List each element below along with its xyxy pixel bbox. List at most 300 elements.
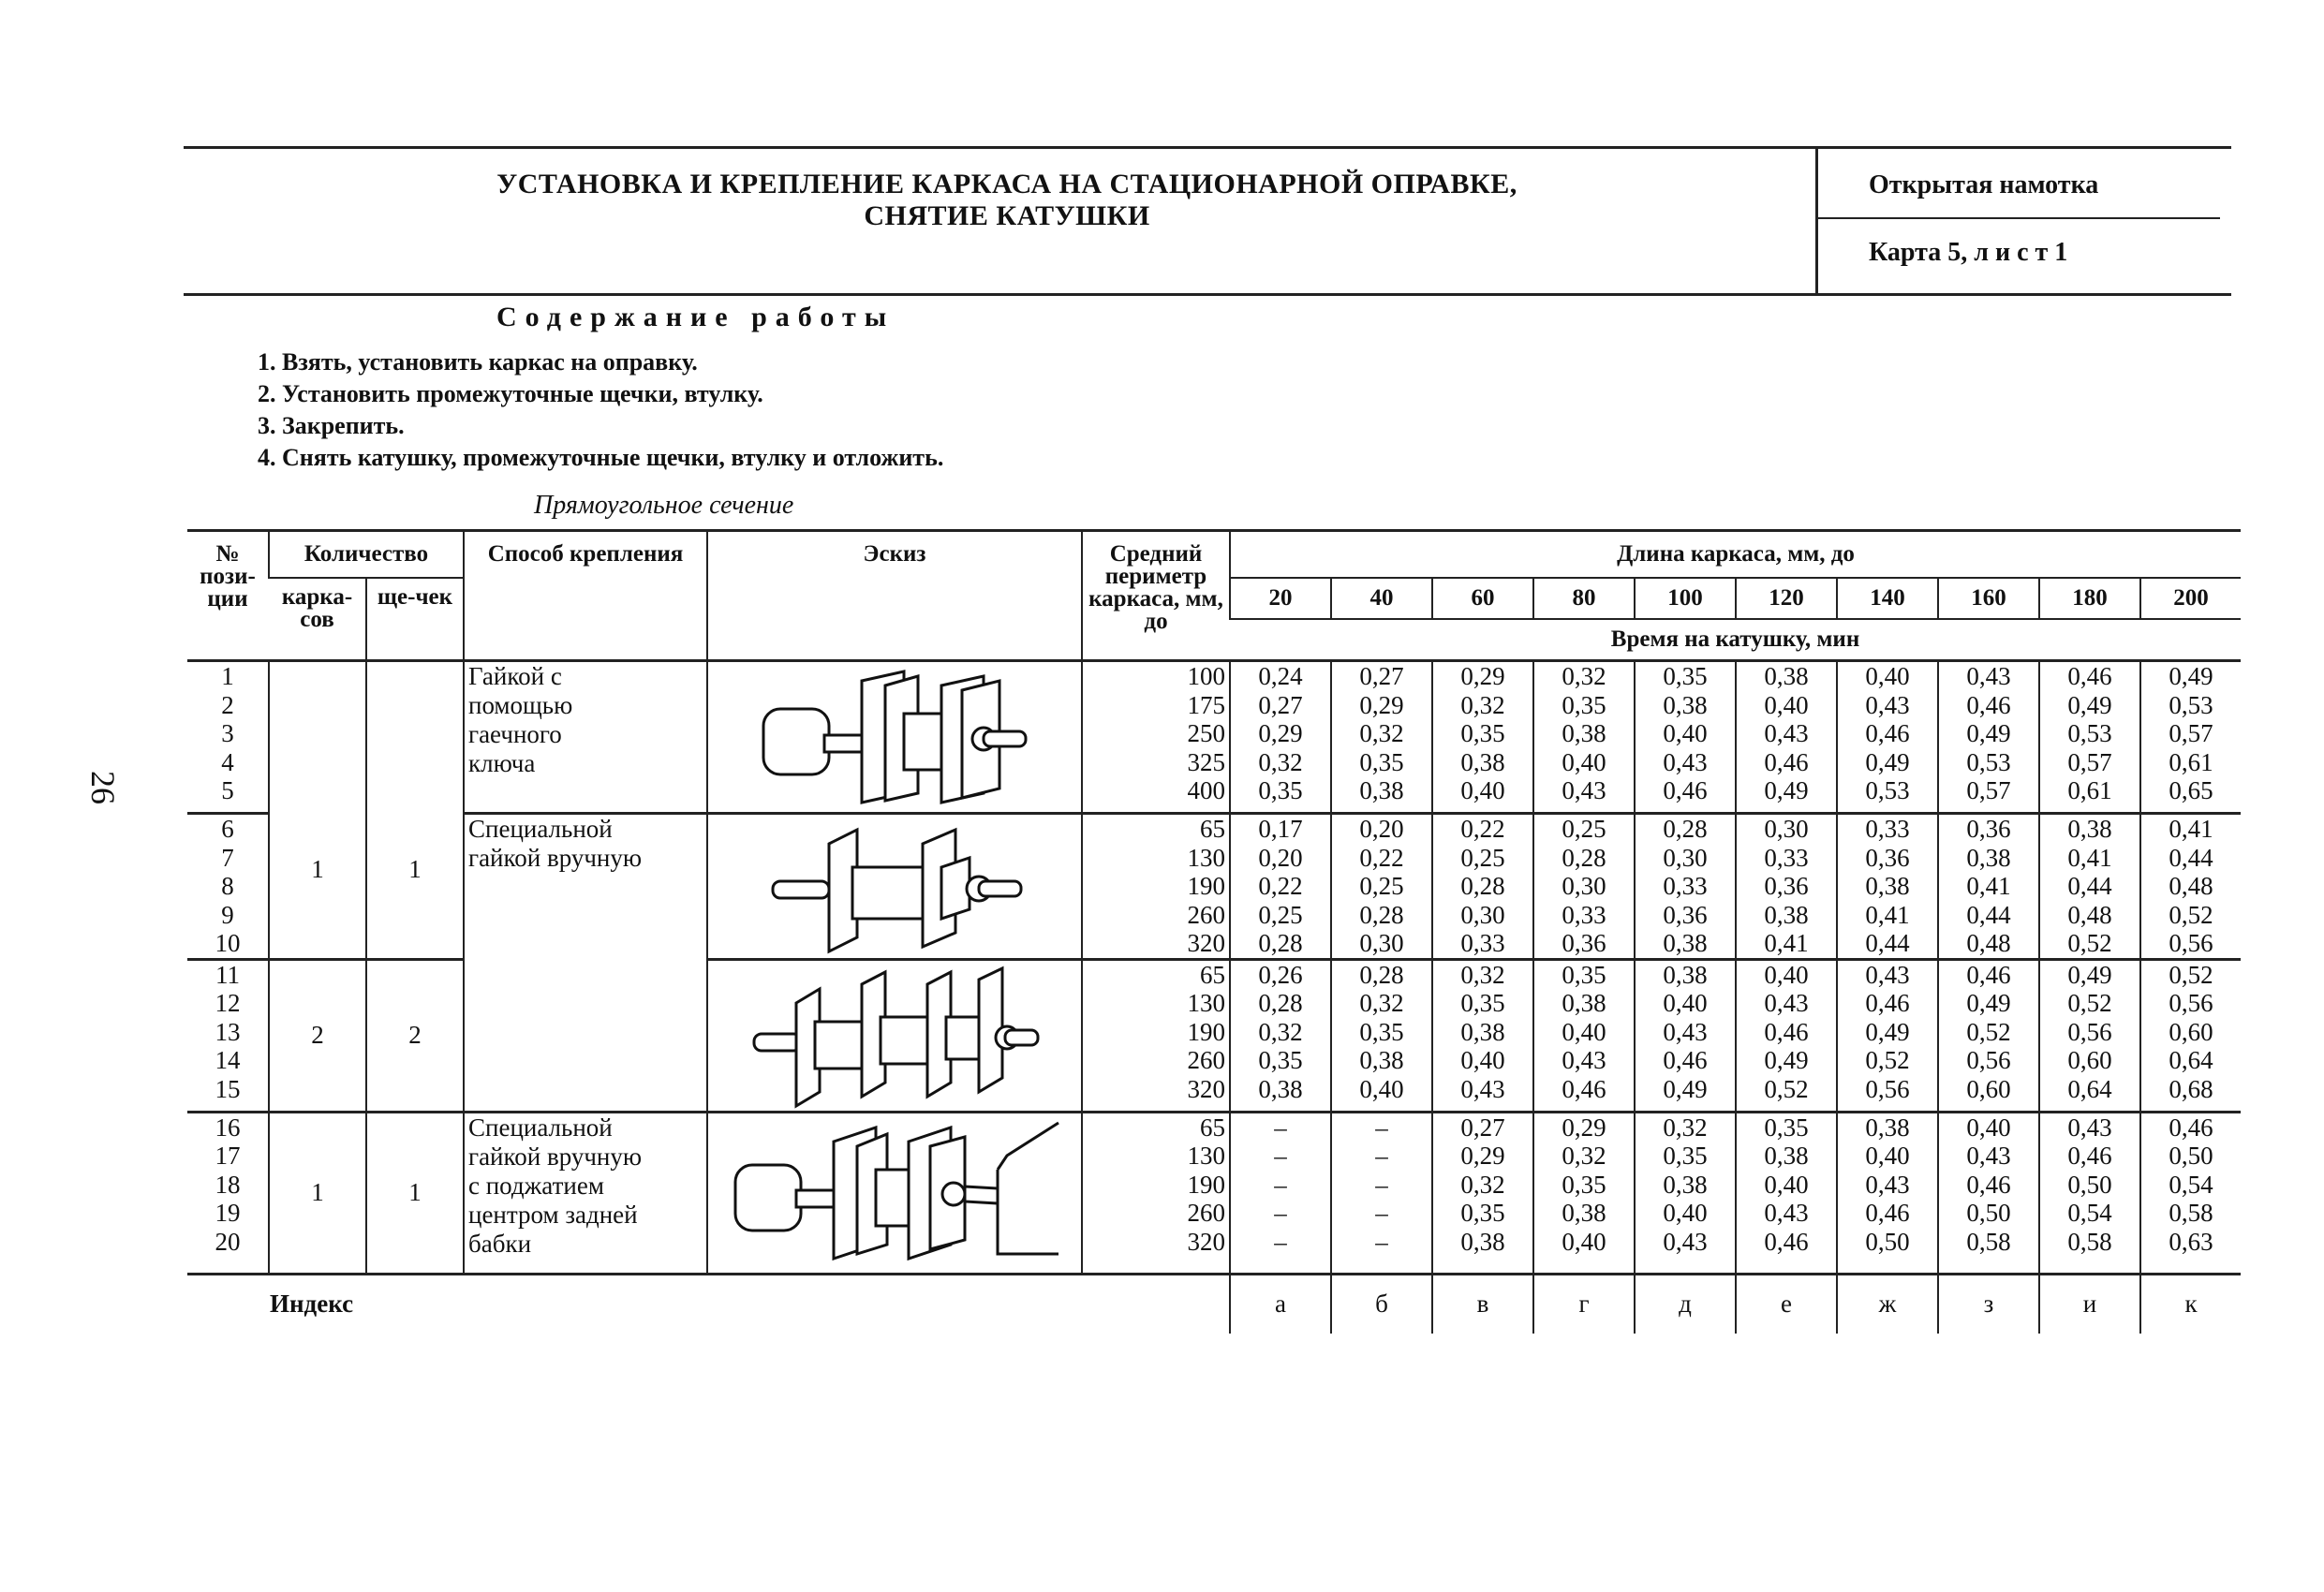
time-value: 0,36 <box>1865 843 1910 872</box>
perimeter-cell <box>1082 661 1230 814</box>
perimeter-value: 400 <box>1187 776 1225 804</box>
index-cell: а <box>1230 1274 1331 1334</box>
time-value: 0,32 <box>1359 989 1404 1017</box>
time-value: 0,49 <box>1764 1046 1809 1074</box>
time-value: 0,49 <box>1764 776 1809 804</box>
time-value: 0,43 <box>1966 1142 2011 1170</box>
time-cell <box>1837 661 1938 814</box>
time-value: 0,46 <box>1865 989 1910 1017</box>
time-value: 0,30 <box>1460 900 1505 929</box>
time-value: 0,56 <box>1865 1074 1910 1103</box>
perimeter-value: 190 <box>1187 1017 1225 1046</box>
time-value: 0,43 <box>1865 1170 1910 1199</box>
perimeter-value: 260 <box>1187 1199 1225 1227</box>
position-number: 10 <box>215 929 241 957</box>
time-value: 0,25 <box>1562 815 1606 843</box>
method-text: гаечного <box>468 720 562 748</box>
sketch-special-nut-drawing <box>754 816 1035 956</box>
method-text: центром задней <box>468 1200 638 1229</box>
perimeter-value: 65 <box>1200 960 1225 989</box>
length-col: 40 <box>1331 578 1432 619</box>
time-value: 0,43 <box>1562 1046 1606 1074</box>
time-value: 0,20 <box>1258 843 1303 872</box>
time-value: 0,46 <box>1764 1017 1809 1046</box>
perimeter-value: 320 <box>1187 929 1225 957</box>
time-value: 0,46 <box>1663 776 1708 804</box>
time-value: 0,41 <box>1865 900 1910 929</box>
header-method: Способ крепления <box>464 531 707 661</box>
length-col: 180 <box>2039 578 2140 619</box>
time-value: 0,28 <box>1258 989 1303 1017</box>
time-value: 0,29 <box>1460 1142 1505 1170</box>
time-cell <box>1432 959 1533 1112</box>
time-value: 0,54 <box>2067 1199 2112 1227</box>
time-value: 0,41 <box>1966 872 2011 900</box>
time-value: 0,56 <box>2169 929 2213 957</box>
time-value: 0,35 <box>1359 747 1404 776</box>
time-value: 0,43 <box>1663 747 1708 776</box>
time-value: 0,46 <box>2169 1113 2213 1142</box>
time-value: 0,35 <box>1460 1199 1505 1227</box>
header-pos: № пози-ции <box>187 531 269 661</box>
time-cell <box>1635 1112 1736 1274</box>
time-value: 0,27 <box>1359 662 1404 690</box>
time-value: 0,43 <box>1764 719 1809 747</box>
perimeter-value: 190 <box>1187 1170 1225 1199</box>
step-3: 3. Закрепить. <box>258 412 405 439</box>
time-value: 0,33 <box>1460 929 1505 957</box>
time-value: 0,26 <box>1258 960 1303 989</box>
position-number: 1 <box>221 662 234 690</box>
position-number: 14 <box>215 1046 241 1074</box>
time-value: 0,22 <box>1460 815 1505 843</box>
perimeter-value: 320 <box>1187 1227 1225 1256</box>
perimeter-value: 260 <box>1187 900 1225 929</box>
time-value: 0,28 <box>1562 843 1606 872</box>
time-value: 0,35 <box>1562 1170 1606 1199</box>
time-value: 0,49 <box>2067 960 2112 989</box>
time-cell <box>2140 1112 2241 1274</box>
index-cell: в <box>1432 1274 1533 1334</box>
time-value: 0,61 <box>2067 776 2112 804</box>
time-cell <box>1331 661 1432 814</box>
time-cell <box>2140 814 2241 960</box>
time-value: 0,52 <box>1966 1017 2011 1046</box>
step-1: 1. Взять, установить каркас на оправку. <box>258 348 698 376</box>
time-value: 0,30 <box>1562 872 1606 900</box>
header-box-rule <box>1817 217 2220 219</box>
index-cell: ж <box>1837 1274 1938 1334</box>
time-value: 0,46 <box>1966 1170 2011 1199</box>
time-value: 0,53 <box>2169 690 2213 719</box>
perimeter-value: 175 <box>1187 690 1225 719</box>
position-number: 12 <box>215 989 241 1017</box>
step-2: 2. Установить промежуточные щечки, втулку. <box>258 380 763 407</box>
position-number: 19 <box>215 1199 241 1227</box>
length-col: 20 <box>1230 578 1331 619</box>
time-value: 0,68 <box>2169 1074 2213 1103</box>
time-value: 0,38 <box>1562 719 1606 747</box>
time-cell <box>1230 959 1331 1112</box>
time-value: 0,40 <box>1460 1046 1505 1074</box>
time-value: 0,38 <box>2067 815 2112 843</box>
time-value: 0,38 <box>1663 929 1708 957</box>
time-cell <box>1533 814 1635 960</box>
time-cell <box>1331 814 1432 960</box>
time-value: 0,44 <box>2067 872 2112 900</box>
position-number: 18 <box>215 1170 241 1199</box>
time-value: 0,41 <box>2067 843 2112 872</box>
time-value: 0,53 <box>1865 776 1910 804</box>
time-value: 0,32 <box>1460 690 1505 719</box>
frames-count: 1 <box>311 855 324 884</box>
perimeter-value: 100 <box>1187 662 1225 690</box>
time-value: 0,33 <box>1562 900 1606 929</box>
sketch-double-frame-drawing <box>745 961 1044 1111</box>
position-number: 8 <box>221 872 234 900</box>
time-value: 0,38 <box>1562 1199 1606 1227</box>
position-number: 5 <box>221 776 234 804</box>
card-label: Карта 5, л и с т 1 <box>1869 238 2068 267</box>
header-perimeter: Средний периметр каркаса, мм, до <box>1082 531 1230 661</box>
time-value: 0,41 <box>2169 815 2213 843</box>
time-value: 0,43 <box>1562 776 1606 804</box>
time-value: 0,60 <box>1966 1074 2011 1103</box>
cheeks-count: 1 <box>408 855 422 884</box>
time-value: 0,57 <box>1966 776 2011 804</box>
index-cell: е <box>1736 1274 1837 1334</box>
time-value: 0,35 <box>1663 662 1708 690</box>
time-value: 0,32 <box>1359 719 1404 747</box>
header-cheeks: ще-чек <box>366 578 464 661</box>
time-cell <box>2140 661 2241 814</box>
index-cell: к <box>2140 1274 2241 1334</box>
header-divider <box>1815 148 1818 294</box>
time-value: 0,36 <box>1764 872 1809 900</box>
length-col: 160 <box>1938 578 2039 619</box>
time-value: 0,58 <box>1966 1227 2011 1256</box>
time-value: 0,29 <box>1359 690 1404 719</box>
perimeter-value: 65 <box>1200 1113 1225 1142</box>
time-value: 0,61 <box>2169 747 2213 776</box>
time-value: – <box>1375 1227 1388 1256</box>
time-value: 0,22 <box>1359 843 1404 872</box>
method-text: Специальной <box>468 815 613 843</box>
time-value: 0,53 <box>1966 747 2011 776</box>
header-time: Время на катушку, мин <box>1610 626 1860 652</box>
time-value: 0,40 <box>1764 690 1809 719</box>
perimeter-cell <box>1082 814 1230 960</box>
time-value: 0,25 <box>1460 843 1505 872</box>
category-label: Открытая намотка <box>1869 170 2099 199</box>
time-cell <box>1837 1112 1938 1274</box>
step-4: 4. Снять катушку, промежуточные щечки, втулку и отложить. <box>258 444 944 471</box>
position-number: 9 <box>221 900 234 929</box>
time-value: 0,25 <box>1258 900 1303 929</box>
time-value: 0,46 <box>1865 719 1910 747</box>
time-value: 0,33 <box>1764 843 1809 872</box>
time-value: – <box>1274 1113 1287 1142</box>
sketch-tailstock-drawing <box>726 1113 1063 1273</box>
position-number: 20 <box>215 1227 241 1256</box>
time-value: 0,50 <box>2067 1170 2112 1199</box>
cheeks-count: 2 <box>408 1021 422 1049</box>
perimeter-value: 320 <box>1187 1074 1225 1103</box>
time-value: – <box>1375 1142 1388 1170</box>
time-value: 0,32 <box>1460 1170 1505 1199</box>
time-value: 0,40 <box>1764 960 1809 989</box>
time-value: 0,46 <box>1966 960 2011 989</box>
time-value: 0,30 <box>1663 843 1708 872</box>
method-cell <box>464 1112 707 1274</box>
time-cell <box>1432 814 1533 960</box>
time-cell <box>2039 814 2140 960</box>
time-cell <box>1635 814 1736 960</box>
time-value: 0,40 <box>1663 989 1708 1017</box>
time-value: 0,43 <box>1764 989 1809 1017</box>
time-value: 0,56 <box>2169 989 2213 1017</box>
time-value: 0,38 <box>1359 1046 1404 1074</box>
time-cell <box>1230 814 1331 960</box>
time-value: 0,53 <box>2067 719 2112 747</box>
sketch-cell <box>707 814 1082 960</box>
time-value: 0,60 <box>2169 1017 2213 1046</box>
length-col: 100 <box>1635 578 1736 619</box>
time-value: 0,35 <box>1359 1017 1404 1046</box>
time-value: 0,38 <box>1562 989 1606 1017</box>
frames-count-cell <box>269 1112 366 1274</box>
time-value: 0,49 <box>2067 690 2112 719</box>
time-value: 0,20 <box>1359 815 1404 843</box>
perimeter-value: 130 <box>1187 989 1225 1017</box>
sketch-cell <box>707 661 1082 814</box>
position-number: 15 <box>215 1074 241 1103</box>
time-value: 0,30 <box>1359 929 1404 957</box>
time-value: 0,52 <box>1764 1074 1809 1103</box>
length-col: 60 <box>1432 578 1533 619</box>
cheeks-count-cell <box>366 959 464 1112</box>
sketch-cell <box>707 1112 1082 1274</box>
time-cell <box>1736 814 1837 960</box>
perimeter-value: 260 <box>1187 1046 1225 1074</box>
time-value: 0,40 <box>1663 1199 1708 1227</box>
time-value: 0,64 <box>2067 1074 2112 1103</box>
time-value: 0,40 <box>1460 776 1505 804</box>
position-cell <box>187 814 269 960</box>
time-cell <box>1230 661 1331 814</box>
time-value: 0,63 <box>2169 1227 2213 1256</box>
time-value: 0,43 <box>2067 1113 2112 1142</box>
perimeter-value: 65 <box>1200 815 1225 843</box>
time-cell <box>2140 959 2241 1112</box>
work-steps <box>258 346 943 474</box>
time-value: – <box>1274 1142 1287 1170</box>
time-value: 0,43 <box>1865 960 1910 989</box>
frames-count-cell <box>269 661 366 960</box>
position-number: 13 <box>215 1017 241 1046</box>
position-number: 3 <box>221 719 234 747</box>
time-value: 0,49 <box>1663 1074 1708 1103</box>
time-value: 0,56 <box>2067 1017 2112 1046</box>
perimeter-cell <box>1082 959 1230 1112</box>
time-value: 0,28 <box>1258 929 1303 957</box>
length-col: 140 <box>1837 578 1938 619</box>
perimeter-value: 190 <box>1187 872 1225 900</box>
time-value: 0,48 <box>1966 929 2011 957</box>
time-value: 0,35 <box>1460 719 1505 747</box>
time-value: 0,30 <box>1764 815 1809 843</box>
method-text: Гайкой с <box>468 662 562 690</box>
header-qty: Количество <box>269 531 464 579</box>
time-cell <box>1938 661 2039 814</box>
time-value: 0,44 <box>1865 929 1910 957</box>
time-value: – <box>1274 1199 1287 1227</box>
time-value: 0,35 <box>1764 1113 1809 1142</box>
time-cell <box>1432 661 1533 814</box>
time-value: 0,32 <box>1460 960 1505 989</box>
time-cell <box>1230 1112 1331 1274</box>
index-cell: г <box>1533 1274 1635 1334</box>
method-text: помощью <box>468 691 573 719</box>
length-col: 200 <box>2140 578 2241 619</box>
cheeks-count: 1 <box>408 1178 422 1206</box>
length-col: 120 <box>1736 578 1837 619</box>
time-value: 0,56 <box>1966 1046 2011 1074</box>
title-line-1: УСТАНОВКА И КРЕПЛЕНИЕ КАРКАСА НА СТАЦИОНАРНОЙ ОПРАВКЕ, <box>496 169 1517 199</box>
time-value: 0,38 <box>1764 662 1809 690</box>
title-line-2: СНЯТИЕ КАТУШКИ <box>864 200 1150 231</box>
time-value: 0,50 <box>1966 1199 2011 1227</box>
time-cell <box>2039 959 2140 1112</box>
frames-count-cell <box>269 959 366 1112</box>
time-value: 0,44 <box>1966 900 2011 929</box>
time-value: 0,36 <box>1966 815 2011 843</box>
time-value: 0,35 <box>1663 1142 1708 1170</box>
time-cell <box>1736 661 1837 814</box>
time-value: 0,65 <box>2169 776 2213 804</box>
time-value: 0,40 <box>1865 662 1910 690</box>
perimeter-value: 250 <box>1187 719 1225 747</box>
method-cell <box>464 661 707 814</box>
time-value: 0,57 <box>2169 719 2213 747</box>
time-value: 0,40 <box>1562 1017 1606 1046</box>
time-value: 0,52 <box>2067 929 2112 957</box>
time-cell <box>1938 1112 2039 1274</box>
time-value: 0,38 <box>1359 776 1404 804</box>
time-value: 0,29 <box>1460 662 1505 690</box>
time-cell <box>1938 814 2039 960</box>
sketch-nut-wrench-drawing <box>754 662 1035 812</box>
time-value: 0,17 <box>1258 815 1303 843</box>
time-value: 0,46 <box>1764 747 1809 776</box>
perimeter-value: 130 <box>1187 1142 1225 1170</box>
index-cell: з <box>1938 1274 2039 1334</box>
time-value: – <box>1375 1199 1388 1227</box>
position-number: 6 <box>221 815 234 843</box>
perimeter-value: 130 <box>1187 843 1225 872</box>
time-value: 0,38 <box>1460 1227 1505 1256</box>
time-value: 0,29 <box>1258 719 1303 747</box>
time-value: – <box>1375 1170 1388 1199</box>
time-cell <box>1837 959 1938 1112</box>
time-value: 0,29 <box>1562 1113 1606 1142</box>
time-value: 0,46 <box>1663 1046 1708 1074</box>
method-text: ключа <box>468 749 536 777</box>
time-value: 0,38 <box>1764 900 1809 929</box>
time-cell <box>1635 661 1736 814</box>
time-value: 0,49 <box>1966 989 2011 1017</box>
position-number: 4 <box>221 747 234 776</box>
position-cell <box>187 661 269 814</box>
time-cell <box>1331 959 1432 1112</box>
cheeks-count-cell <box>366 1112 464 1274</box>
position-number: 17 <box>215 1142 241 1170</box>
time-value: 0,38 <box>1460 1017 1505 1046</box>
method-text: гайкой вручную <box>468 1142 643 1171</box>
time-value: 0,28 <box>1460 872 1505 900</box>
time-value: 0,43 <box>1460 1074 1505 1103</box>
time-value: 0,36 <box>1562 929 1606 957</box>
time-cell <box>1533 959 1635 1112</box>
time-value: 0,43 <box>1764 1199 1809 1227</box>
time-cell <box>1331 1112 1432 1274</box>
perimeter-value: 325 <box>1187 747 1225 776</box>
document-title <box>187 169 1827 232</box>
time-value: 0,46 <box>1764 1227 1809 1256</box>
time-value: 0,24 <box>1258 662 1303 690</box>
time-value: 0,49 <box>1865 747 1910 776</box>
time-value: 0,35 <box>1562 690 1606 719</box>
time-norms-table <box>187 529 2241 1334</box>
method-text: Специальной <box>468 1113 613 1142</box>
time-value: – <box>1274 1170 1287 1199</box>
time-value: 0,40 <box>1663 719 1708 747</box>
time-value: 0,38 <box>1663 690 1708 719</box>
time-value: 0,22 <box>1258 872 1303 900</box>
time-value: 0,64 <box>2169 1046 2213 1074</box>
frames-count: 2 <box>311 1021 324 1049</box>
time-value: 0,35 <box>1258 1046 1303 1074</box>
sketch-cell <box>707 959 1082 1112</box>
time-value: – <box>1274 1227 1287 1256</box>
time-value: 0,40 <box>1764 1170 1809 1199</box>
time-value: 0,46 <box>2067 1142 2112 1170</box>
time-value: 0,28 <box>1663 815 1708 843</box>
section-title: Прямоугольное сечение <box>534 491 794 520</box>
time-value: 0,38 <box>1865 872 1910 900</box>
time-value: 0,46 <box>1865 1199 1910 1227</box>
time-value: 0,38 <box>1966 843 2011 872</box>
time-value: 0,40 <box>1966 1113 2011 1142</box>
time-value: 0,57 <box>2067 747 2112 776</box>
time-value: 0,58 <box>2169 1199 2213 1227</box>
index-cell: б <box>1331 1274 1432 1334</box>
time-value: 0,35 <box>1258 776 1303 804</box>
top-rule <box>184 146 2231 149</box>
time-value: 0,49 <box>2169 662 2213 690</box>
time-value: 0,49 <box>1865 1017 1910 1046</box>
method-text: бабки <box>468 1229 532 1258</box>
time-value: 0,27 <box>1460 1113 1505 1142</box>
time-value: 0,46 <box>2067 662 2112 690</box>
frames-count: 1 <box>311 1178 324 1206</box>
time-value: 0,58 <box>2067 1227 2112 1256</box>
time-value: 0,28 <box>1359 960 1404 989</box>
method-text: с поджатием <box>468 1171 604 1200</box>
position-cell <box>187 1112 269 1274</box>
time-value: 0,35 <box>1562 960 1606 989</box>
time-value: 0,32 <box>1562 662 1606 690</box>
